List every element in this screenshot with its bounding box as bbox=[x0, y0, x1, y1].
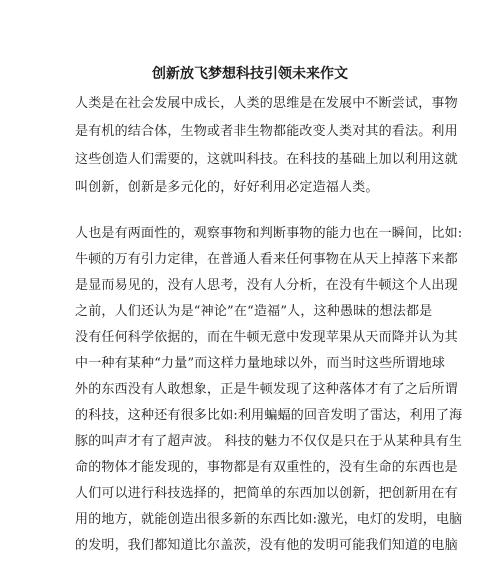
paragraph-2-line-12: 用的地方，就能创造出很多新的东西比如:激光，电灯的发明，电脑 bbox=[75, 512, 463, 527]
paragraph-2-line-10: 命的物体才能发现的，事物都是有双重性的，没有生命的东西也是 bbox=[75, 460, 458, 475]
paragraph-2-line-8: 的科技，这种还有很多比如:利用蝙蝠的回音发明了雷达，利用了海 bbox=[75, 408, 463, 423]
paragraph-2-line-6: 中一种有某种“力量”而这样力量地球以外，而当时这些所谓地球 bbox=[75, 356, 446, 371]
paragraph-2-line-1: 人也是有两面性的，观察事物和判断事物的能力也在一瞬间，比如: bbox=[75, 226, 463, 241]
paragraph-2-line-3: 是显而易见的，没有人思考，没有人分析，在没有牛顿这个人出现 bbox=[75, 278, 458, 293]
paragraph-2-line-11: 人们可以进行科技选择的，把简单的东西加以创新，把创新用在有 bbox=[75, 486, 458, 501]
paragraph-1-line-3: 这些创造人们需要的，这就叫科技。在科技的基础上加以利用这就 bbox=[75, 152, 458, 167]
paragraph-2-line-2: 牛顿的万有引力定律，在普通人看来任何事物在从天上掉落下来都 bbox=[75, 252, 458, 267]
paragraph-1-line-4: 叫创新，创新是多元化的，好好利用必定造福人类。 bbox=[75, 180, 379, 195]
paragraph-2-line-4: 之前，人们还认为是“神论”在“造福”人，这种愚昧的想法都是 bbox=[75, 304, 433, 319]
document-title: 创新放飞梦想科技引领未来作文 bbox=[152, 66, 348, 82]
paragraph-2-line-9: 豚的叫声才有了超声波。 科技的魅力不仅仅是只在于从某种具有生 bbox=[75, 434, 463, 449]
paragraph-1-line-2: 是有机的结合体，生物或者非生物都能改变人类对其的看法。利用 bbox=[75, 124, 458, 139]
paragraph-1-line-1: 人类是在社会发展中成长，人类的思维是在发展中不断尝试，事物 bbox=[75, 96, 458, 111]
paragraph-2-line-7: 外的东西没有人敢想象，正是牛顿发现了这种落体才有了之后所谓 bbox=[75, 382, 458, 397]
paragraph-2-line-13: 的发明，我们都知道比尔盖茨，没有他的发明可能我们知道的电脑 bbox=[75, 538, 458, 553]
paragraph-2-line-5: 没有任何科学依据的，而在牛顿无意中发现苹果从天而降并认为其 bbox=[75, 330, 458, 345]
